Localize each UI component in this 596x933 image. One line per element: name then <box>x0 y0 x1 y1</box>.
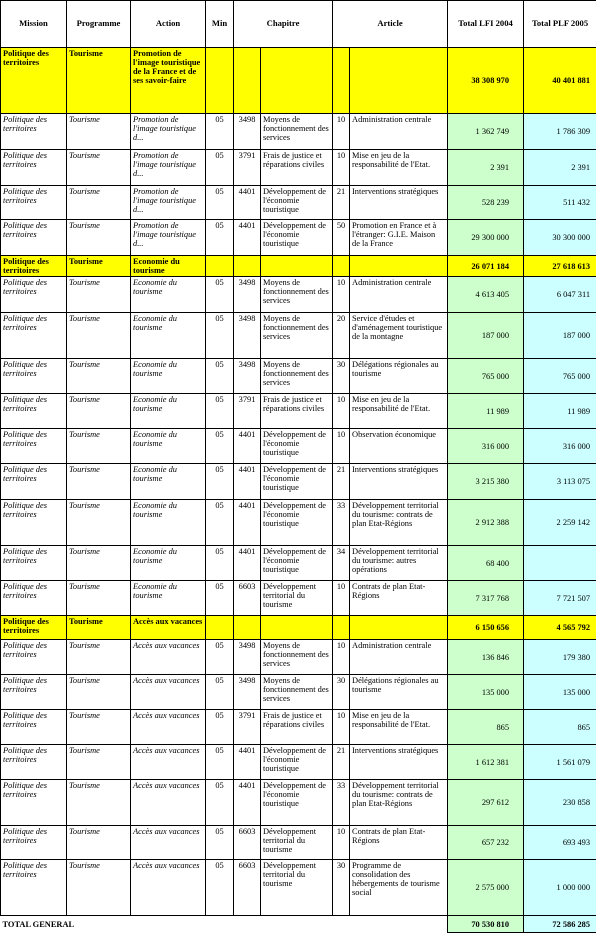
chapitre-label-cell: Développement territorial du tourisme <box>261 826 333 860</box>
mission-cell: Politique des territoires <box>1 500 67 546</box>
action-cell: Economie du tourisme <box>131 464 206 500</box>
chapitre-number-cell: 6603 <box>234 826 261 860</box>
programme-cell: Tourisme <box>67 860 131 916</box>
programme-cell: Tourisme <box>67 150 131 186</box>
plf-cell: 511 432 <box>524 186 596 220</box>
article-label-cell: Observation économique <box>350 429 448 464</box>
chapitre-number-cell: 3791 <box>234 150 261 186</box>
action-cell: Economie du tourisme <box>131 500 206 546</box>
chapitre-number-cell: 3498 <box>234 277 261 313</box>
table-row <box>1 277 596 313</box>
lfi-cell: 865 <box>448 710 524 745</box>
mission-cell: Politique des territoires <box>1 394 67 429</box>
lfi-cell: 29 300 000 <box>448 220 524 256</box>
action-cell: Accès aux vacances <box>131 826 206 860</box>
min-cell: 05 <box>206 546 234 581</box>
total-label: TOTAL GENERAL <box>1 916 448 933</box>
programme-cell: Tourisme <box>67 640 131 675</box>
chapitre-label-cell: Développement de l'économie touristique <box>261 780 333 826</box>
programme-cell: Tourisme <box>67 256 131 277</box>
article-number-cell: 10 <box>333 394 350 429</box>
lfi-cell: 528 239 <box>448 186 524 220</box>
article-label-cell: Interventions stratégiques <box>350 464 448 500</box>
action-cell: Promotion de l'image touristique d... <box>131 114 206 150</box>
article-label-cell: Mise en jeu de la responsabilité de l'Etat. <box>350 710 448 745</box>
header-min: Min <box>206 1 234 48</box>
table-row <box>1 860 596 916</box>
article-label-cell <box>350 48 448 114</box>
article-number-cell: 10 <box>333 826 350 860</box>
lfi-cell: 2 912 388 <box>448 500 524 546</box>
article-number-cell: 30 <box>333 675 350 710</box>
table-row <box>1 826 596 860</box>
header-plf: Total PLF 2005 <box>524 1 596 48</box>
table-row <box>1 710 596 745</box>
chapitre-number-cell: 3498 <box>234 640 261 675</box>
action-cell: Economie du tourisme <box>131 277 206 313</box>
action-cell: Economie du tourisme <box>131 313 206 359</box>
action-cell: Accès aux vacances <box>131 860 206 916</box>
min-cell: 05 <box>206 359 234 394</box>
article-label-cell <box>350 256 448 277</box>
lfi-cell: 187 000 <box>448 313 524 359</box>
total-row <box>1 916 596 933</box>
chapitre-label-cell: Moyens de fonctionnement des services <box>261 675 333 710</box>
action-cell: Promotion de l'image touristique d... <box>131 150 206 186</box>
min-cell <box>206 256 234 277</box>
article-number-cell: 10 <box>333 640 350 675</box>
mission-cell: Politique des territoires <box>1 114 67 150</box>
table-body <box>1 48 596 916</box>
article-label-cell: Délégations régionales au tourisme <box>350 675 448 710</box>
plf-cell: 6 047 311 <box>524 277 596 313</box>
chapitre-number-cell: 4401 <box>234 500 261 546</box>
lfi-cell: 3 215 380 <box>448 464 524 500</box>
min-cell: 05 <box>206 277 234 313</box>
min-cell: 05 <box>206 429 234 464</box>
action-cell: Promotion de l'image touristique d... <box>131 186 206 220</box>
table-row <box>1 150 596 186</box>
programme-cell: Tourisme <box>67 745 131 780</box>
mission-cell: Politique des territoires <box>1 277 67 313</box>
plf-cell: 1 786 309 <box>524 114 596 150</box>
mission-cell: Politique des territoires <box>1 710 67 745</box>
min-cell <box>206 616 234 640</box>
programme-cell: Tourisme <box>67 780 131 826</box>
chapitre-number-cell: 4401 <box>234 546 261 581</box>
action-cell: Accès aux vacances <box>131 640 206 675</box>
subtotal-row <box>1 256 596 277</box>
min-cell: 05 <box>206 464 234 500</box>
article-number-cell: 10 <box>333 581 350 616</box>
plf-cell: 40 401 881 <box>524 48 596 114</box>
header-mission: Mission <box>1 1 67 48</box>
min-cell: 05 <box>206 114 234 150</box>
article-label-cell: Mise en jeu de la responsabilité de l'Etat. <box>350 150 448 186</box>
article-label-cell: Développement territorial du tourisme: autres opérations <box>350 546 448 581</box>
chapitre-number-cell <box>234 616 261 640</box>
table-row <box>1 429 596 464</box>
chapitre-label-cell: Moyens de fonctionnement des services <box>261 277 333 313</box>
action-cell: Accès aux vacances <box>131 710 206 745</box>
plf-cell <box>524 546 596 581</box>
lfi-cell: 7 317 768 <box>448 581 524 616</box>
programme-cell: Tourisme <box>67 826 131 860</box>
table-row <box>1 464 596 500</box>
table-row <box>1 220 596 256</box>
article-number-cell <box>333 256 350 277</box>
programme-cell: Tourisme <box>67 710 131 745</box>
chapitre-label-cell <box>261 48 333 114</box>
plf-cell: 187 000 <box>524 313 596 359</box>
article-number-cell: 50 <box>333 220 350 256</box>
programme-cell: Tourisme <box>67 581 131 616</box>
table-row <box>1 640 596 675</box>
header-article: Article <box>333 1 448 48</box>
plf-cell: 11 989 <box>524 394 596 429</box>
chapitre-number-cell: 6603 <box>234 581 261 616</box>
min-cell <box>206 48 234 114</box>
mission-cell: Politique des territoires <box>1 48 67 114</box>
plf-cell: 135 000 <box>524 675 596 710</box>
min-cell: 05 <box>206 394 234 429</box>
min-cell: 05 <box>206 710 234 745</box>
plf-cell: 7 721 507 <box>524 581 596 616</box>
programme-cell: Tourisme <box>67 220 131 256</box>
table-row <box>1 780 596 826</box>
table-row <box>1 359 596 394</box>
plf-cell: 230 858 <box>524 780 596 826</box>
article-number-cell: 10 <box>333 277 350 313</box>
lfi-cell: 2 391 <box>448 150 524 186</box>
programme-cell: Tourisme <box>67 114 131 150</box>
mission-cell: Politique des territoires <box>1 429 67 464</box>
lfi-cell: 135 000 <box>448 675 524 710</box>
min-cell: 05 <box>206 826 234 860</box>
min-cell: 05 <box>206 220 234 256</box>
chapitre-number-cell: 3498 <box>234 675 261 710</box>
mission-cell: Politique des territoires <box>1 826 67 860</box>
chapitre-label-cell: Moyens de fonctionnement des services <box>261 313 333 359</box>
lfi-cell: 765 000 <box>448 359 524 394</box>
chapitre-number-cell <box>234 48 261 114</box>
chapitre-label-cell: Développement de l'économie touristique <box>261 500 333 546</box>
article-number-cell <box>333 48 350 114</box>
min-cell: 05 <box>206 150 234 186</box>
action-cell: Economie du tourisme <box>131 429 206 464</box>
chapitre-label-cell: Moyens de fonctionnement des services <box>261 359 333 394</box>
header-programme: Programme <box>67 1 131 48</box>
article-label-cell: Interventions stratégiques <box>350 186 448 220</box>
chapitre-label-cell: Moyens de fonctionnement des services <box>261 640 333 675</box>
article-label-cell: Contrats de plan Etat-Régions <box>350 826 448 860</box>
header-row <box>1 1 596 48</box>
programme-cell: Tourisme <box>67 186 131 220</box>
article-number-cell: 21 <box>333 186 350 220</box>
article-label-cell: Développement territorial du tourisme: contrats de plan Etat-Régions <box>350 500 448 546</box>
article-label-cell: Interventions stratégiques <box>350 745 448 780</box>
article-label-cell: Promotion en France et à l'étranger: G.I.E. Maison de la France <box>350 220 448 256</box>
chapitre-label-cell: Développement territorial du tourisme <box>261 581 333 616</box>
programme-cell: Tourisme <box>67 277 131 313</box>
chapitre-number-cell: 4401 <box>234 220 261 256</box>
action-cell: Economie du tourisme <box>131 359 206 394</box>
header-chapitre: Chapitre <box>234 1 333 48</box>
min-cell: 05 <box>206 860 234 916</box>
table-row <box>1 675 596 710</box>
action-cell: Economie du tourisme <box>131 256 206 277</box>
article-number-cell: 34 <box>333 546 350 581</box>
lfi-cell: 297 612 <box>448 780 524 826</box>
action-cell: Accès aux vacances <box>131 616 206 640</box>
chapitre-number-cell: 3791 <box>234 394 261 429</box>
min-cell: 05 <box>206 640 234 675</box>
programme-cell: Tourisme <box>67 675 131 710</box>
min-cell: 05 <box>206 500 234 546</box>
plf-cell: 3 113 075 <box>524 464 596 500</box>
lfi-cell: 6 150 656 <box>448 616 524 640</box>
article-label-cell: Service d'études et d'aménagement touristique de la montagne <box>350 313 448 359</box>
lfi-cell: 657 232 <box>448 826 524 860</box>
plf-cell: 765 000 <box>524 359 596 394</box>
article-number-cell: 10 <box>333 150 350 186</box>
table-row <box>1 581 596 616</box>
plf-cell: 2 259 142 <box>524 500 596 546</box>
article-number-cell: 20 <box>333 313 350 359</box>
article-label-cell: Programme de consolidation des hébergements de tourisme social <box>350 860 448 916</box>
lfi-cell: 68 400 <box>448 546 524 581</box>
chapitre-label-cell: Développement territorial du tourisme <box>261 860 333 916</box>
total-lfi: 70 530 810 <box>448 916 524 933</box>
mission-cell: Politique des territoires <box>1 616 67 640</box>
chapitre-label-cell: Frais de justice et réparations civiles <box>261 150 333 186</box>
mission-cell: Politique des territoires <box>1 313 67 359</box>
article-number-cell: 10 <box>333 710 350 745</box>
subtotal-row <box>1 48 596 114</box>
plf-cell: 316 000 <box>524 429 596 464</box>
chapitre-label-cell: Frais de justice et réparations civiles <box>261 394 333 429</box>
programme-cell: Tourisme <box>67 394 131 429</box>
chapitre-label-cell <box>261 256 333 277</box>
plf-cell: 2 391 <box>524 150 596 186</box>
plf-cell: 865 <box>524 710 596 745</box>
programme-cell: Tourisme <box>67 500 131 546</box>
article-label-cell: Mise en jeu de la responsabilité de l'Etat. <box>350 394 448 429</box>
plf-cell: 693 493 <box>524 826 596 860</box>
programme-cell: Tourisme <box>67 313 131 359</box>
plf-cell: 1 561 079 <box>524 745 596 780</box>
mission-cell: Politique des territoires <box>1 464 67 500</box>
article-label-cell: Développement territorial du tourisme: contrats de plan Etat-Régions <box>350 780 448 826</box>
article-label-cell: Administration centrale <box>350 640 448 675</box>
mission-cell: Politique des territoires <box>1 150 67 186</box>
action-cell: Economie du tourisme <box>131 546 206 581</box>
lfi-cell: 38 308 970 <box>448 48 524 114</box>
action-cell: Economie du tourisme <box>131 581 206 616</box>
plf-cell: 179 380 <box>524 640 596 675</box>
lfi-cell: 4 613 405 <box>448 277 524 313</box>
lfi-cell: 1 362 749 <box>448 114 524 150</box>
lfi-cell: 136 846 <box>448 640 524 675</box>
chapitre-number-cell: 3498 <box>234 313 261 359</box>
chapitre-label-cell: Moyens de fonctionnement des services <box>261 114 333 150</box>
article-label-cell: Délégations régionales au tourisme <box>350 359 448 394</box>
article-number-cell: 21 <box>333 745 350 780</box>
chapitre-number-cell: 4401 <box>234 186 261 220</box>
chapitre-number-cell: 4401 <box>234 745 261 780</box>
article-number-cell <box>333 616 350 640</box>
article-number-cell: 30 <box>333 359 350 394</box>
article-number-cell: 10 <box>333 114 350 150</box>
min-cell: 05 <box>206 675 234 710</box>
plf-cell: 27 618 613 <box>524 256 596 277</box>
header-lfi: Total LFI 2004 <box>448 1 524 48</box>
chapitre-label-cell: Frais de justice et réparations civiles <box>261 710 333 745</box>
chapitre-number-cell: 4401 <box>234 464 261 500</box>
chapitre-label-cell <box>261 616 333 640</box>
table-row <box>1 546 596 581</box>
chapitre-number-cell: 4401 <box>234 780 261 826</box>
programme-cell: Tourisme <box>67 464 131 500</box>
chapitre-label-cell: Développement de l'économie touristique <box>261 546 333 581</box>
programme-cell: Tourisme <box>67 48 131 114</box>
chapitre-label-cell: Développement de l'économie touristique <box>261 220 333 256</box>
programme-cell: Tourisme <box>67 429 131 464</box>
action-cell: Accès aux vacances <box>131 745 206 780</box>
table-row <box>1 500 596 546</box>
programme-cell: Tourisme <box>67 546 131 581</box>
mission-cell: Politique des territoires <box>1 675 67 710</box>
chapitre-label-cell: Développement de l'économie touristique <box>261 745 333 780</box>
action-cell: Promotion de l'image touristique de la France et de ses savoir-faire <box>131 48 206 114</box>
mission-cell: Politique des territoires <box>1 256 67 277</box>
article-number-cell: 33 <box>333 500 350 546</box>
plf-cell: 1 000 000 <box>524 860 596 916</box>
programme-cell: Tourisme <box>67 359 131 394</box>
chapitre-label-cell: Développement de l'économie touristique <box>261 464 333 500</box>
header-action: Action <box>131 1 206 48</box>
chapitre-number-cell: 3498 <box>234 359 261 394</box>
action-cell: Accès aux vacances <box>131 780 206 826</box>
table-row <box>1 313 596 359</box>
min-cell: 05 <box>206 745 234 780</box>
lfi-cell: 1 612 381 <box>448 745 524 780</box>
total-plf: 72 586 285 <box>524 916 596 933</box>
article-label-cell <box>350 616 448 640</box>
mission-cell: Politique des territoires <box>1 220 67 256</box>
lfi-cell: 316 000 <box>448 429 524 464</box>
subtotal-row <box>1 616 596 640</box>
plf-cell: 30 300 000 <box>524 220 596 256</box>
mission-cell: Politique des territoires <box>1 186 67 220</box>
action-cell: Accès aux vacances <box>131 675 206 710</box>
article-label-cell: Administration centrale <box>350 114 448 150</box>
table-row <box>1 394 596 429</box>
article-number-cell: 33 <box>333 780 350 826</box>
programme-cell: Tourisme <box>67 616 131 640</box>
article-number-cell: 10 <box>333 429 350 464</box>
mission-cell: Politique des territoires <box>1 581 67 616</box>
mission-cell: Politique des territoires <box>1 640 67 675</box>
min-cell: 05 <box>206 780 234 826</box>
mission-cell: Politique des territoires <box>1 780 67 826</box>
article-number-cell: 21 <box>333 464 350 500</box>
chapitre-number-cell: 4401 <box>234 429 261 464</box>
action-cell: Promotion de l'image touristique d... <box>131 220 206 256</box>
mission-cell: Politique des territoires <box>1 860 67 916</box>
article-label-cell: Contrats de plan Etat-Régions <box>350 581 448 616</box>
chapitre-label-cell: Développement de l'économie touristique <box>261 429 333 464</box>
plf-cell: 4 565 792 <box>524 616 596 640</box>
chapitre-label-cell: Développement de l'économie touristique <box>261 186 333 220</box>
table-row <box>1 186 596 220</box>
lfi-cell: 11 989 <box>448 394 524 429</box>
mission-cell: Politique des territoires <box>1 745 67 780</box>
min-cell: 05 <box>206 186 234 220</box>
chapitre-number-cell: 3498 <box>234 114 261 150</box>
min-cell: 05 <box>206 581 234 616</box>
chapitre-number-cell <box>234 256 261 277</box>
article-label-cell: Administration centrale <box>350 277 448 313</box>
mission-cell: Politique des territoires <box>1 546 67 581</box>
min-cell: 05 <box>206 313 234 359</box>
action-cell: Economie du tourisme <box>131 394 206 429</box>
lfi-cell: 2 575 000 <box>448 860 524 916</box>
article-number-cell: 30 <box>333 860 350 916</box>
lfi-cell: 26 071 184 <box>448 256 524 277</box>
table-row <box>1 114 596 150</box>
table-row <box>1 745 596 780</box>
chapitre-number-cell: 3791 <box>234 710 261 745</box>
chapitre-number-cell: 6603 <box>234 860 261 916</box>
mission-cell: Politique des territoires <box>1 359 67 394</box>
